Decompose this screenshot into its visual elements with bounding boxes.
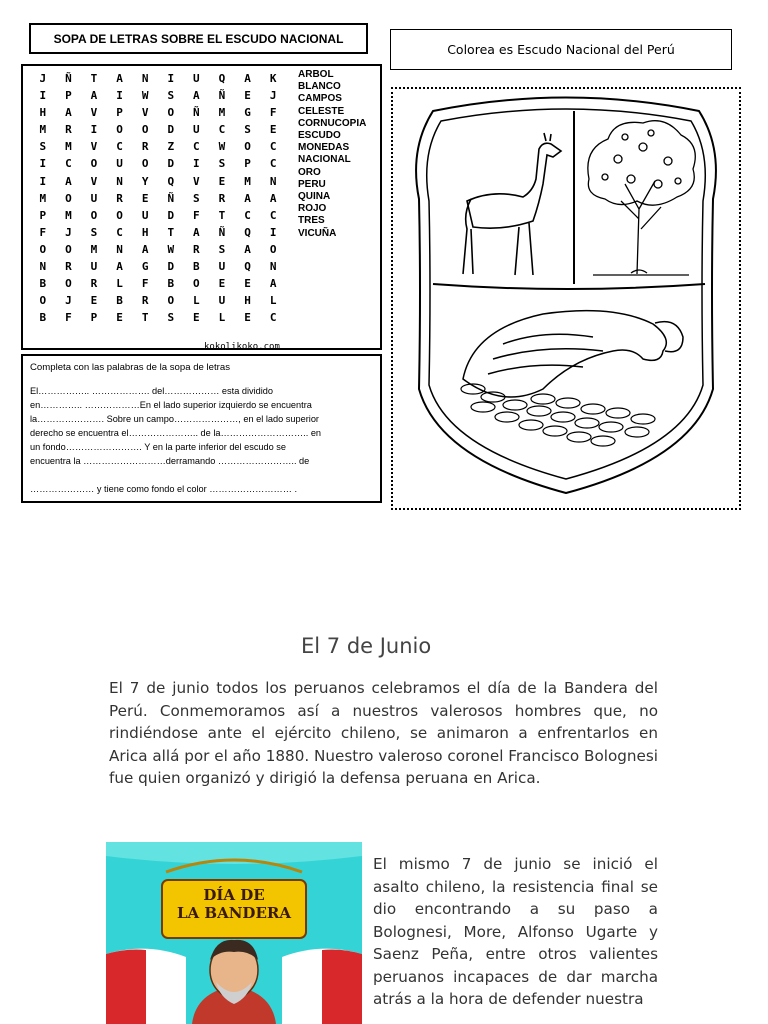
- grid-letter: I: [39, 157, 47, 171]
- grid-letter: M: [39, 191, 47, 205]
- poster-illustration: [106, 842, 362, 1024]
- grid-letter: O: [167, 106, 175, 120]
- grid-letter: A: [193, 225, 200, 239]
- grid-letter: U: [218, 260, 226, 274]
- grid-letter: M: [65, 140, 72, 154]
- word-list-item: MONEDAS: [298, 142, 350, 154]
- grid-letter: W: [141, 89, 149, 103]
- fill-in-lines: [30, 384, 373, 496]
- grid-letter: B: [167, 277, 175, 291]
- grid-letter: O: [269, 242, 277, 256]
- word-list: [298, 69, 366, 240]
- grid-letter: J: [65, 294, 72, 308]
- grid-letter: C: [193, 140, 200, 154]
- grid-letter: O: [193, 277, 200, 291]
- grid-letter: B: [39, 277, 47, 291]
- grid-letter: L: [269, 294, 277, 308]
- coloring-title: Colorea es Escudo Nacional del Perú: [390, 29, 732, 70]
- grid-letter: C: [65, 157, 72, 171]
- fill-in-box: [21, 354, 382, 503]
- grid-letter: O: [90, 157, 98, 171]
- grid-letter: T: [218, 208, 226, 222]
- poster-title: [162, 886, 306, 922]
- grid-letter: C: [269, 311, 277, 325]
- grid-letter: L: [193, 294, 200, 308]
- grid-letter: T: [167, 225, 175, 239]
- grid-letter: U: [141, 208, 149, 222]
- shield-coloring-frame: [391, 87, 741, 510]
- grid-letter: C: [218, 123, 226, 137]
- grid-letter: Ñ: [218, 89, 226, 103]
- grid-letter: N: [116, 242, 123, 256]
- grid-letter: F: [141, 277, 149, 291]
- grid-letter: A: [244, 191, 251, 205]
- grid-letter: A: [116, 72, 123, 85]
- grid-letter: N: [269, 174, 277, 188]
- grid-letter: E: [116, 311, 123, 325]
- grid-letter: N: [39, 260, 47, 274]
- grid-letter: P: [116, 106, 123, 120]
- grid-letter: P: [90, 311, 98, 325]
- grid-letter: N: [141, 72, 149, 85]
- word-list-item: NACIONAL: [298, 154, 351, 166]
- grid-letter: S: [167, 89, 175, 103]
- article-paragraph-1: El 7 de junio todos los peruanos celebramos el día de la Bandera del Perú. Conmemoramos así a nuestros valerosos hombres que, no rindiéndose ante el ejército chileno, se animaron a enfrentarlos en Arica allá por el año 1880. Nuestro valeroso coronel Francisco Bolognesi fue quien organizó y dirigió la defensa peruana en Arica.: [109, 679, 658, 787]
- grid-letter: O: [141, 123, 149, 137]
- fill-in-line: encuentra la ………………………derramando …………………….. de: [30, 456, 310, 466]
- grid-letter: V: [193, 174, 200, 188]
- fill-in-line: El…………….. ………………. del……………… esta dividido: [30, 386, 274, 396]
- word-list-item: ARBOL: [298, 69, 334, 80]
- grid-letter: I: [193, 157, 200, 171]
- grid-letter: S: [244, 123, 251, 137]
- grid-letter: W: [167, 242, 175, 256]
- fill-in-title: Completa con las palabras de la sopa de letras: [30, 362, 230, 373]
- grid-letter: E: [90, 294, 98, 308]
- grid-letter: B: [116, 294, 123, 308]
- grid-letter: A: [141, 242, 149, 256]
- article-title: El 7 de Junio: [301, 634, 432, 658]
- grid-letter: U: [90, 260, 98, 274]
- word-list-item: CORNUCOPIA: [298, 117, 367, 129]
- grid-letter: T: [141, 311, 149, 325]
- grid-letter: L: [218, 311, 226, 325]
- grid-letter: C: [269, 208, 277, 222]
- grid-letter: F: [65, 311, 72, 325]
- grid-letter: S: [90, 225, 98, 239]
- word-list-item: QUINA: [298, 191, 331, 203]
- fill-in-line: un fondo……………………. Y en la parte inferior del escudo se: [30, 442, 287, 452]
- letter-grid: [30, 70, 286, 326]
- grid-letter: E: [218, 174, 226, 188]
- grid-letter: J: [269, 89, 277, 103]
- grid-letter: I: [167, 72, 175, 85]
- grid-letter: M: [65, 208, 72, 222]
- grid-letter: L: [116, 277, 123, 291]
- tree-icon: [588, 121, 695, 275]
- grid-letter: I: [39, 89, 47, 103]
- grid-letter: W: [218, 140, 226, 154]
- flag-day-poster: [106, 842, 362, 1024]
- grid-letter: F: [193, 208, 200, 222]
- grid-letter: C: [269, 157, 277, 171]
- word-list-item: PERU: [298, 178, 326, 190]
- grid-letter: K: [269, 72, 277, 85]
- grid-letter: F: [269, 106, 277, 120]
- grid-letter: O: [116, 123, 123, 137]
- grid-letter: N: [116, 174, 123, 188]
- grid-letter: E: [244, 89, 251, 103]
- grid-letter: A: [193, 89, 200, 103]
- grid-letter: E: [244, 311, 251, 325]
- grid-letter: R: [65, 260, 72, 274]
- grid-letter: U: [90, 191, 98, 205]
- cornucopia-icon: [461, 311, 683, 446]
- grid-letter: D: [167, 208, 175, 222]
- grid-letter: Q: [244, 225, 251, 239]
- grid-letter: P: [39, 208, 47, 222]
- grid-letter: Z: [167, 140, 175, 154]
- grid-letter: U: [193, 123, 200, 137]
- fill-in-line: ………………… y tiene como fondo el color ……………………… .: [30, 484, 298, 494]
- grid-letter: I: [90, 123, 98, 137]
- word-search-title: SOPA DE LETRAS SOBRE EL ESCUDO NACIONAL: [29, 23, 368, 54]
- grid-letter: B: [193, 260, 200, 274]
- grid-letter: E: [269, 123, 277, 137]
- fill-in-line: la…………………. Sobre un campo…………………, en el lado superior: [30, 414, 319, 424]
- grid-letter: C: [269, 140, 277, 154]
- grid-letter: O: [141, 157, 149, 171]
- word-list-item: BLANCO: [298, 81, 341, 93]
- word-list-item: CELESTE: [298, 105, 345, 117]
- grid-letter: O: [65, 191, 72, 205]
- grid-letter: O: [90, 208, 98, 222]
- vicuna-icon: [463, 133, 561, 275]
- grid-letter: Y: [141, 174, 149, 188]
- grid-letter: Q: [167, 174, 175, 188]
- grid-letter: F: [39, 225, 47, 239]
- grid-letter: Ñ: [193, 106, 200, 120]
- grid-letter: R: [193, 242, 200, 256]
- grid-letter: P: [65, 89, 72, 103]
- grid-letter: Q: [244, 260, 251, 274]
- poster-line-2: LA BANDERA: [177, 904, 291, 922]
- grid-letter: M: [39, 123, 47, 137]
- grid-letter: A: [90, 89, 98, 103]
- word-list-item: VICUÑA: [298, 227, 337, 239]
- grid-letter: M: [90, 242, 98, 256]
- grid-letter: A: [244, 72, 251, 85]
- grid-letter: A: [65, 174, 72, 188]
- grid-letter: M: [218, 106, 226, 120]
- grid-letter: O: [65, 242, 72, 256]
- grid-letter: E: [244, 277, 251, 291]
- grid-letter: D: [167, 260, 175, 274]
- grid-letter: A: [269, 191, 277, 205]
- grid-letter: S: [167, 311, 175, 325]
- grid-letter: C: [116, 225, 123, 239]
- fill-in-line: [30, 468, 373, 482]
- grid-letter: O: [39, 294, 47, 308]
- grid-letter: R: [141, 140, 149, 154]
- grid-letter: N: [269, 260, 277, 274]
- grid-letter: A: [244, 242, 251, 256]
- grid-letter: D: [167, 123, 175, 137]
- grid-letter: G: [244, 106, 251, 120]
- grid-letter: T: [90, 72, 98, 85]
- grid-letter: Ñ: [167, 191, 175, 205]
- grid-letter: R: [141, 294, 149, 308]
- grid-letter: O: [39, 242, 47, 256]
- grid-letter: M: [244, 174, 251, 188]
- grid-letter: V: [90, 174, 98, 188]
- word-list-item: ORO: [298, 166, 321, 178]
- grid-letter: A: [116, 260, 123, 274]
- fill-in-line: derecho se encuentra el………………….. de la……………………….. en: [30, 428, 322, 438]
- grid-letter: I: [269, 225, 277, 239]
- article-paragraph-2: El mismo 7 de junio se inició el asalto chileno, la resistencia final se dio encontrando a su paso a Bolognesi, More, Alfonso Ugarte y Saenz Peña, entre otros valientes peruanos incapaces de dar marcha atrás a la hora de defender nuestra: [373, 855, 658, 1008]
- word-list-item: ESCUDO: [298, 130, 341, 142]
- grid-letter: R: [65, 123, 72, 137]
- grid-letter: V: [90, 106, 98, 120]
- grid-letter: J: [65, 225, 72, 239]
- word-list-item: TRES: [298, 215, 325, 227]
- grid-letter: I: [39, 174, 47, 188]
- grid-letter: O: [65, 277, 72, 291]
- grid-letter: G: [141, 260, 149, 274]
- grid-letter: B: [39, 311, 47, 325]
- grid-letter: D: [167, 157, 175, 171]
- grid-letter: P: [244, 157, 251, 171]
- grid-letter: O: [244, 140, 251, 154]
- watermark: kokolikoko.com: [204, 342, 280, 352]
- grid-letter: U: [193, 72, 200, 85]
- grid-letter: E: [193, 311, 200, 325]
- grid-letter: S: [218, 242, 226, 256]
- grid-letter: V: [141, 106, 149, 120]
- grid-letter: H: [141, 225, 149, 239]
- grid-letter: C: [116, 140, 123, 154]
- grid-letter: O: [167, 294, 175, 308]
- grid-letter: C: [244, 208, 251, 222]
- grid-letter: E: [141, 191, 149, 205]
- poster-line-1: DÍA DE: [203, 886, 265, 904]
- grid-letter: Ñ: [218, 225, 226, 239]
- grid-letter: Ñ: [65, 72, 72, 85]
- grid-letter: O: [116, 208, 123, 222]
- grid-letter: H: [39, 106, 47, 120]
- grid-letter: H: [244, 294, 251, 308]
- grid-letter: J: [39, 72, 47, 85]
- grid-letter: E: [218, 277, 226, 291]
- fill-in-line: en………….. ………………En el lado superior izquierdo se encuentra: [30, 400, 312, 410]
- grid-letter: U: [218, 294, 226, 308]
- grid-letter: S: [218, 157, 226, 171]
- grid-letter: Q: [218, 72, 226, 85]
- grid-letter: R: [90, 277, 98, 291]
- word-list-item: CAMPOS: [298, 93, 342, 105]
- grid-letter: I: [116, 89, 123, 103]
- grid-letter: S: [39, 140, 47, 154]
- grid-letter: S: [193, 191, 200, 205]
- grid-letter: A: [269, 277, 277, 291]
- grid-letter: V: [90, 140, 98, 154]
- grid-letter: R: [218, 191, 226, 205]
- grid-letter: R: [116, 191, 123, 205]
- grid-letter: U: [116, 157, 123, 171]
- coat-of-arms-drawing: [393, 89, 739, 508]
- word-list-item: ROJO: [298, 203, 327, 215]
- grid-letter: A: [65, 106, 72, 120]
